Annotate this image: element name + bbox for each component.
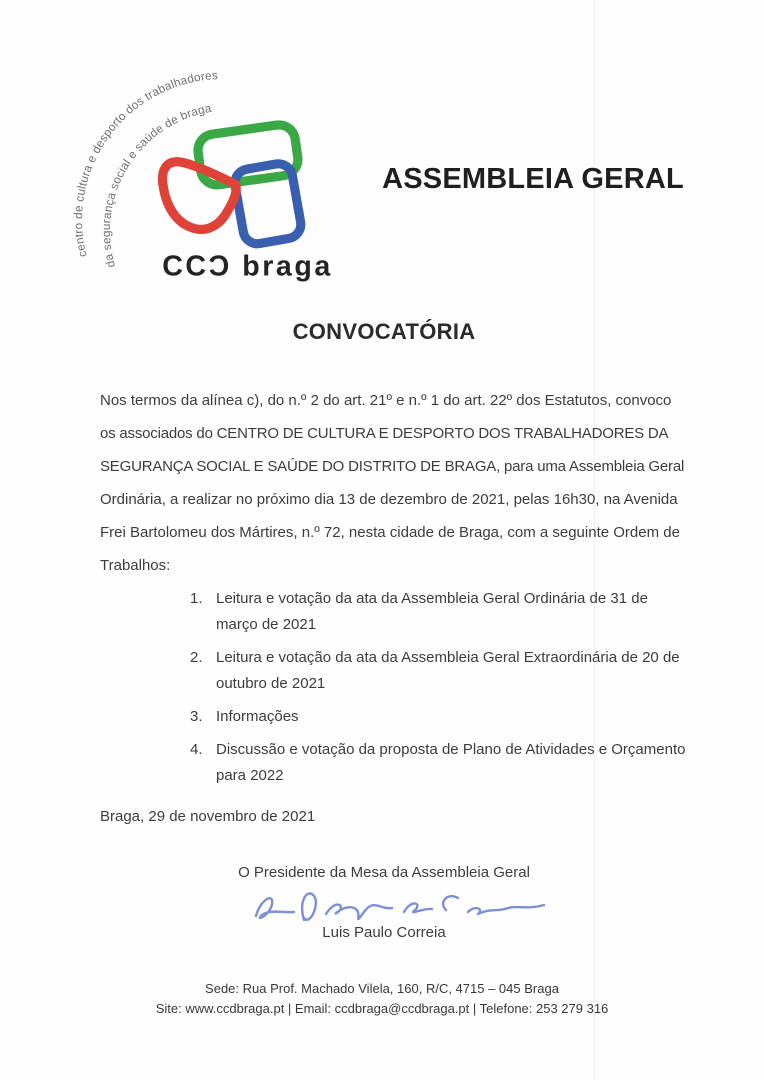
paragraph-line: Frei Bartolomeu dos Mártires, n.º 72, nesta cidade de Braga, com a seguinte Ordem de	[100, 524, 680, 541]
paragraph-line: os associados do CENTRO DE CULTURA E DESPORTO DOS TRABALHADORES DA	[100, 425, 669, 442]
footer-contact-line: Site: www.ccdbraga.pt | Email: ccdbraga@ccdbraga.pt | Telefone: 253 279 316	[155, 1001, 609, 1016]
agenda-item-line: março de 2021	[216, 616, 317, 633]
signature-role-line: O Presidente da Mesa da Assembleia Geral	[238, 864, 530, 881]
agenda-item-number: 3.	[190, 708, 203, 725]
signer-name: Luis Paulo Correia	[322, 924, 446, 941]
agenda-list	[190, 586, 686, 796]
logo-wordmark: CCƆ braga	[162, 250, 333, 283]
agenda-item	[190, 586, 668, 638]
agenda-item-number: 4.	[190, 741, 203, 758]
agenda-item-line: Discussão e votação da proposta de Plano de Atividades e Orçamento	[216, 741, 686, 758]
page-title: ASSEMBLEIA GERAL	[382, 163, 684, 195]
paragraph-line: Trabalhos:	[100, 557, 171, 574]
agenda-item-line: outubro de 2021	[216, 675, 326, 692]
footer-address-line: Sede: Rua Prof. Machado Vilela, 160, R/C, 4715 – 045 Braga	[205, 981, 559, 996]
agenda-item-line: Informações	[216, 708, 299, 725]
body-paragraph	[100, 384, 685, 582]
agenda-item	[190, 645, 680, 697]
signature-ink-stroke	[256, 893, 544, 920]
logo-arc-text-inner: da segurança social e saúde de braga	[99, 101, 213, 269]
paragraph-line: SEGURANÇA SOCIAL E SAÚDE DO DISTRITO DE BRAGA, para uma Assembleia Geral	[100, 458, 685, 475]
agenda-item-line: Leitura e votação da ata da Assembleia Geral Ordinária de 31 de	[216, 590, 648, 607]
section-heading: CONVOCATÓRIA	[292, 319, 476, 344]
paragraph-line: Ordinária, a realizar no próximo dia 13 de dezembro de 2021, pelas 16h30, na Avenida	[100, 491, 678, 508]
date-line: Braga, 29 de novembro de 2021	[100, 808, 316, 825]
agenda-item	[190, 704, 668, 730]
paragraph-line: Nos termos da alínea c), do n.º 2 do art. 21º e n.º 1 do art. 22º dos Estatutos, convoco	[100, 392, 672, 409]
agenda-item-line: para 2022	[216, 767, 284, 784]
footer	[0, 979, 764, 1019]
logo-arc-text-outer: centro de cultura e desporto dos trabalhadores	[71, 69, 219, 259]
agenda-item	[190, 737, 686, 789]
ccd-braga-logo	[52, 60, 348, 310]
agenda-item-line: Leitura e votação da ata da Assembleia Geral Extraordinária de 20 de	[216, 649, 680, 666]
agenda-item-number: 1.	[190, 590, 203, 607]
agenda-item-number: 2.	[190, 649, 203, 666]
logo-mark-red-face	[162, 162, 236, 230]
logo-mark	[162, 123, 303, 246]
